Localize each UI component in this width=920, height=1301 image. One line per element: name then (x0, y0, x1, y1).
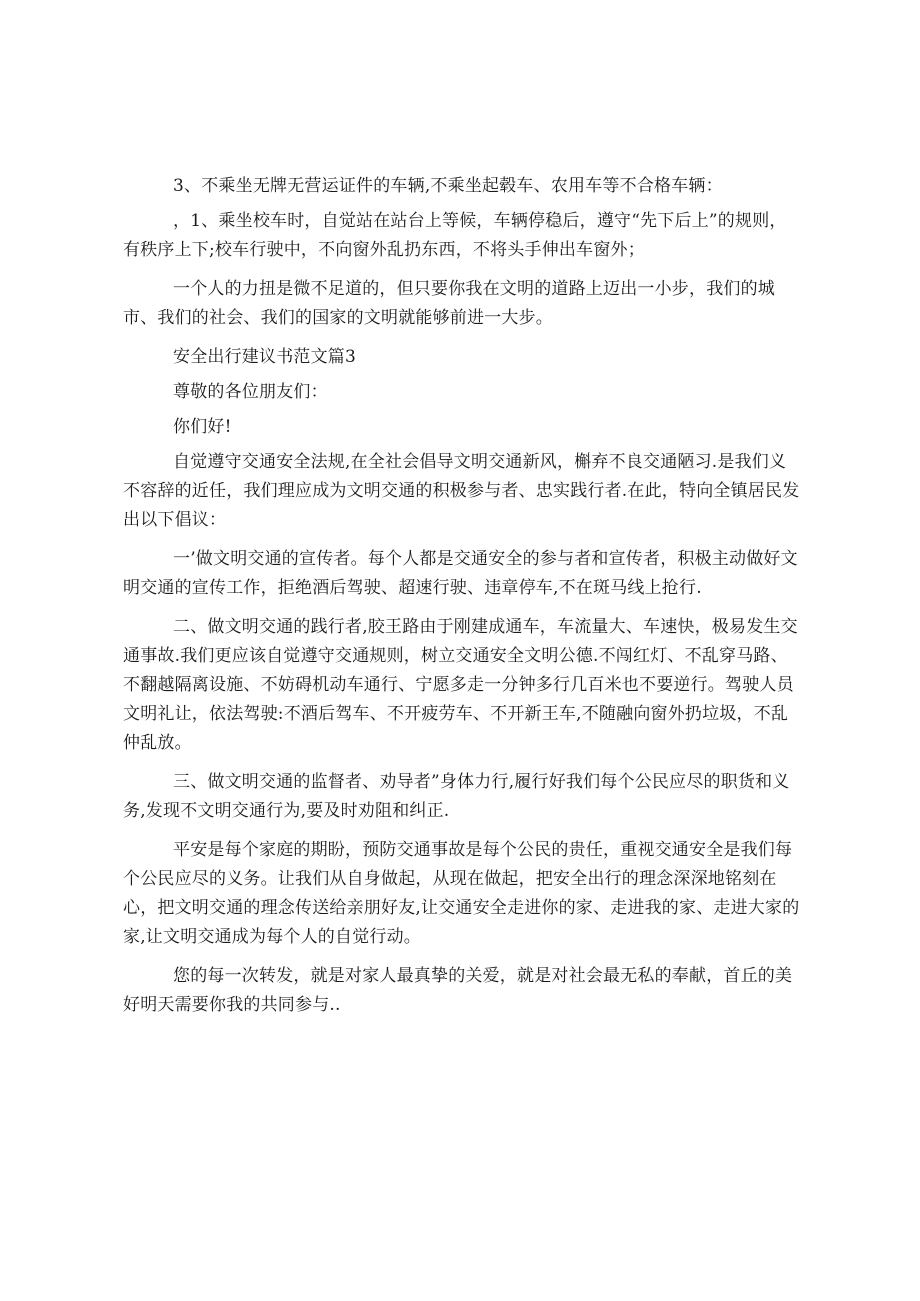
paragraph-point-1: 一’做文明交通的宣传者。每个人都是交通安全的参与者和宣传者，积极主动做好文明交通的宣传工作，拒绝酒后驾驶、超速行驶、违章停车,不在斑马线上抢行. (123, 549, 798, 598)
greeting: 你们好! (173, 417, 232, 437)
document-body (123, 172, 803, 1030)
paragraph-rule-3: 3、不乘坐无牌无营运证件的车辆,不乘坐起毂车、农用车等不合格车辆： (173, 176, 723, 196)
paragraph-point-3: 三、做文明交通的监督者、劝导者”身体力行,履行好我们每个公民应尽的职货和义务,发现不文明交通行为,要及时劝阻和纠正. (123, 772, 790, 821)
paragraph-safety: 平安是每个家庭的期盼，预防交通事故是每个公民的贵任，重视交通安全是我们每个公民应尽的义务。让我们从自身做起，从现在做起，把安全出行的理念深深地铭刻在心，把文明交通的理念传送给亲朋好友,让交通安全走进你的家、走进我的家、走进大家的家,让文明交通成为每个人的自觉行动。 (123, 840, 800, 947)
paragraph-point-2: 二、做文明交通的践行者,胶王路由于刚建成通车，车流量大、车速快，极易发生交通事故.我们更应该自觉遵守交通规则，树立交通安全文明公德.不闯红灯、不乱穿马路、不翻越隔离设施、不妨碍机动车通行、宁愿多走一分钟多行几百米也不要逆行。驾驶人员文明礼让，依法驾驶:不酒后驾车、不开疲劳车、不开新王车,不随融向窗外扔垃圾，不乱仲乱放。 (123, 617, 798, 753)
paragraph-closing: 您的每一次转发，就是对家人最真挚的关爱，就是对社会最无私的奉献，首丘的美好明天需要你我的共同参与.. (123, 966, 793, 1015)
paragraph-intro: 自觉遵守交通安全法规,在全社会倡导文明交通新风，槲弃不良交通陋习.是我们义不容辞的近任，我们理应成为文明交通的积极参与者、忠实践行者.在此，特向全镇居民发出以下倡议： (123, 452, 800, 530)
salutation: 尊敬的各位朋友们： (173, 382, 328, 402)
paragraph-small-step: 一个人的力扭是微不足道的，但只要你我在文明的道路上迈出一小步，我们的城市、我们的社会、我们的国家的文明就能够前进一大步。 (123, 279, 775, 328)
section-heading: 安全出行建议书范文篇3 (173, 347, 357, 367)
paragraph-rule-1: ，1、乘坐校车时，自觉站在站台上等候，车辆停稳后，遵守“先下后上”的规则，有秩序上下;校车行驶中，不向窗外乱扔东西，不将头手伸出车窗外； (123, 211, 787, 260)
